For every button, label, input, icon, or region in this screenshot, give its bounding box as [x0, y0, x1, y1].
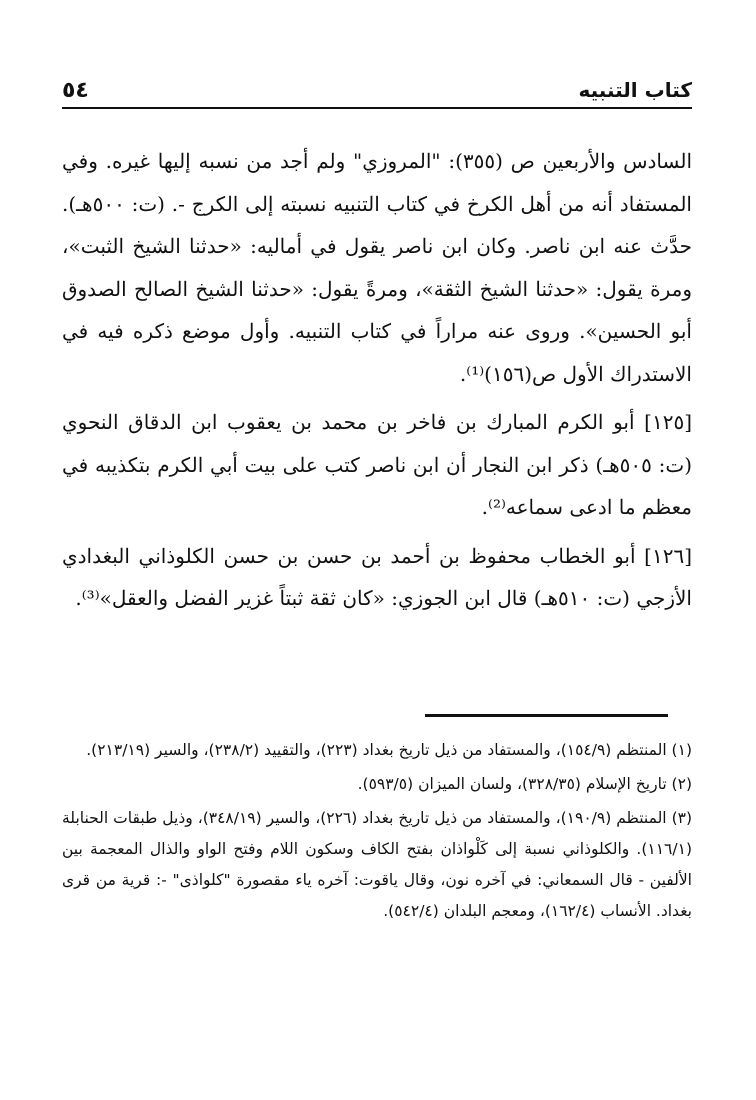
footnotes — [62, 735, 692, 930]
main-text — [62, 140, 692, 626]
header-divider — [62, 107, 692, 109]
footnote-1: (١) المنتظم (١٥٤/٩)، والمستفاد من ذيل تاريخ بغداد (٢٢٣)، والتقييد (٢٣٨/٢)، والسير (٢١٣/١٩). — [86, 741, 692, 759]
entry-126: [١٢٦] أبو الخطاب محفوظ بن أحمد بن حسن بن حسن الكلوذاني البغدادي الأزجي (ت: ٥١٠هـ) قال ابن الجوزي: «كان ثقة ثبتاً غزير الفضل والعقل»⁽³⁾. — [62, 543, 693, 610]
footnote-divider — [425, 714, 668, 717]
footnote-3: (٣) المنتظم (١٩٠/٩)، والمستفاد من ذيل تاريخ بغداد (٢٢٦)، والسير (٣٤٨/١٩)، وذيل طبقات الحنابلة (١١٦/١). والكلوذاني نسبة إلى كَلْواذان بفتح الكاف وسكون اللام وفتح الواو والذال المعجمة بين الألفين - قال السمعاني: في آخره نون، وقال ياقوت: آخره ياء مقصورة "كلواذى" -: قرية من قرى بغداد. الأنساب (١٦٢/٤)، ومعجم البلدان (٥٤٢/٤). — [62, 809, 693, 920]
paragraph-continuation: السادس والأربعين ص (٣٥٥): "المروزي" ولم أجد من نسبه إليها غيره. وفي المستفاد أنه من أهل الكرخ في كتاب التنبيه نسبته إلى الكرج -. (ت: ٥٠٠هـ). حدَّث عنه ابن ناصر. وكان ابن ناصر يقول في أماليه: «حدثنا الشيخ الثبت»، ومرة يقول: «حدثنا الشيخ الثقة»، ومرةً يقول: «حدثنا الشيخ الصالح الصدوق أبو الحسين». وروى عنه مراراً في كتاب التنبيه. وأول موضع ذكره فيه في الاستدراك الأول ص(١٥٦)⁽¹⁾. — [62, 149, 692, 386]
footnote-2: (٢) تاريخ الإسلام (٣٢٨/٣٥)، ولسان الميزان (٥٩٣/٥). — [357, 775, 692, 793]
entry-125: [١٢٥] أبو الكرم المبارك بن فاخر بن محمد بن يعقوب ابن الدقاق النحوي (ت: ٥٠٥هـ) ذكر ابن النجار أن ابن ناصر كتب على بيت أبي الكرم بتكذيبه في معظم ما ادعى سماعه⁽²⁾. — [62, 410, 692, 519]
running-title: كتاب التنبيه — [578, 78, 692, 102]
page-number: ٥٤ — [62, 78, 89, 103]
page-header — [62, 78, 692, 102]
